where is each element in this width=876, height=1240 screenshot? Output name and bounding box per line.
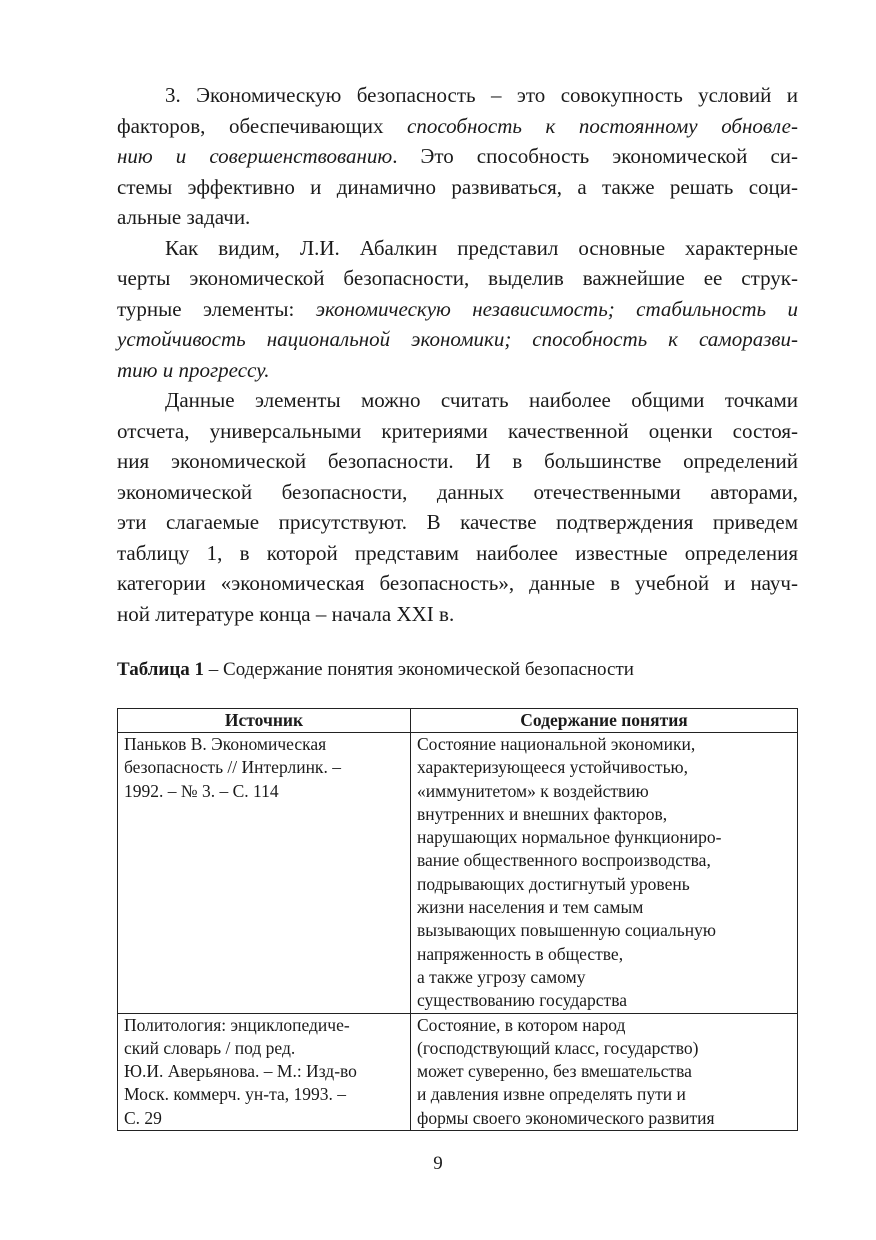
table-caption [117,657,634,683]
p1-line-5: альные задачи. [117,205,251,229]
definitions-table [117,708,798,1131]
p3-line-1: Данные элементы можно считать наиболее общими точками [165,388,798,412]
p3-line-5: эти слагаемые присутствуют. В качестве подтверждения приведем [117,510,798,534]
p2-line-5: тию и прогрессу. [117,357,270,382]
table-header-row [118,709,798,733]
content-cell: Состояние, в котором народ (господствующий класс, государство) может суверенно, без вмешательства и давления извне определять пути и формы своего экономического развития [411,1013,798,1130]
body-text [117,80,798,629]
p1-line-2: факторов, обеспечивающих способность к постоянному обновле- [117,113,799,138]
source-cell: Политология: энциклопедиче- ский словарь / под ред. Ю.И. Аверьянова. – М.: Изд-во Моск. коммерч. ун-та, 1993. – С. 29 [118,1013,411,1130]
table-row [118,733,798,1014]
table-caption-text: – Содержание понятия экономической безопасности [204,659,634,680]
table-caption-label: Таблица 1 [117,659,205,680]
p1-line-1: 3. Экономическую безопасность – это совокупность условий и [165,83,798,107]
header-content: Содержание понятия [411,709,798,733]
content-cell: Состояние национальной экономики, характеризующееся устойчивостью, «иммунитетом» к воздействию внутренних и внешних факторов, нарушающих нормальное функциониро- вание общественного воспроизводства, подрывающих достигнутый уровень жизни населения и тем самым вызывающих повышенную социальную напряженность в обществе, а также угрозу самому существованию государства [411,733,798,1014]
p3-line-8: ной литературе конца – начала XXI в. [117,601,455,626]
p3-line-2: отсчета, универсальными критериями качественной оценки состоя- [117,418,798,443]
table-row [118,1013,798,1130]
p1-line-3: нию и совершенствованию. Это способность экономической си- [117,144,799,168]
p3-line-7: категории «экономическая безопасность», данные в учебной и науч- [117,571,798,595]
p2-line-3: турные элементы: экономическую независимость; стабильность и [117,296,798,321]
p2-line-1: Как видим, Л.И. Абалкин представил основные характерные [165,235,798,260]
p3-line-6: таблицу 1, в которой представим наиболее известные определения [117,540,798,565]
p1-line-4: стемы эффективно и динамично развиваться, а также решать соци- [117,174,798,199]
page-number: 9 [433,1153,443,1174]
p3-line-4: экономической безопасности, данных отечественными авторами, [117,479,798,504]
source-cell: Паньков В. Экономическая безопасность // Интерлинк. – 1992. – № 3. – С. 114 [118,733,411,1014]
p2-line-4: устойчивость национальной экономики; способность к саморазви- [117,327,798,351]
header-source: Источник [118,709,411,733]
p3-line-3: ния экономической безопасности. И в большинстве определений [117,449,798,473]
p2-line-2: черты экономической безопасности, выделив важнейшие ее струк- [117,266,798,290]
